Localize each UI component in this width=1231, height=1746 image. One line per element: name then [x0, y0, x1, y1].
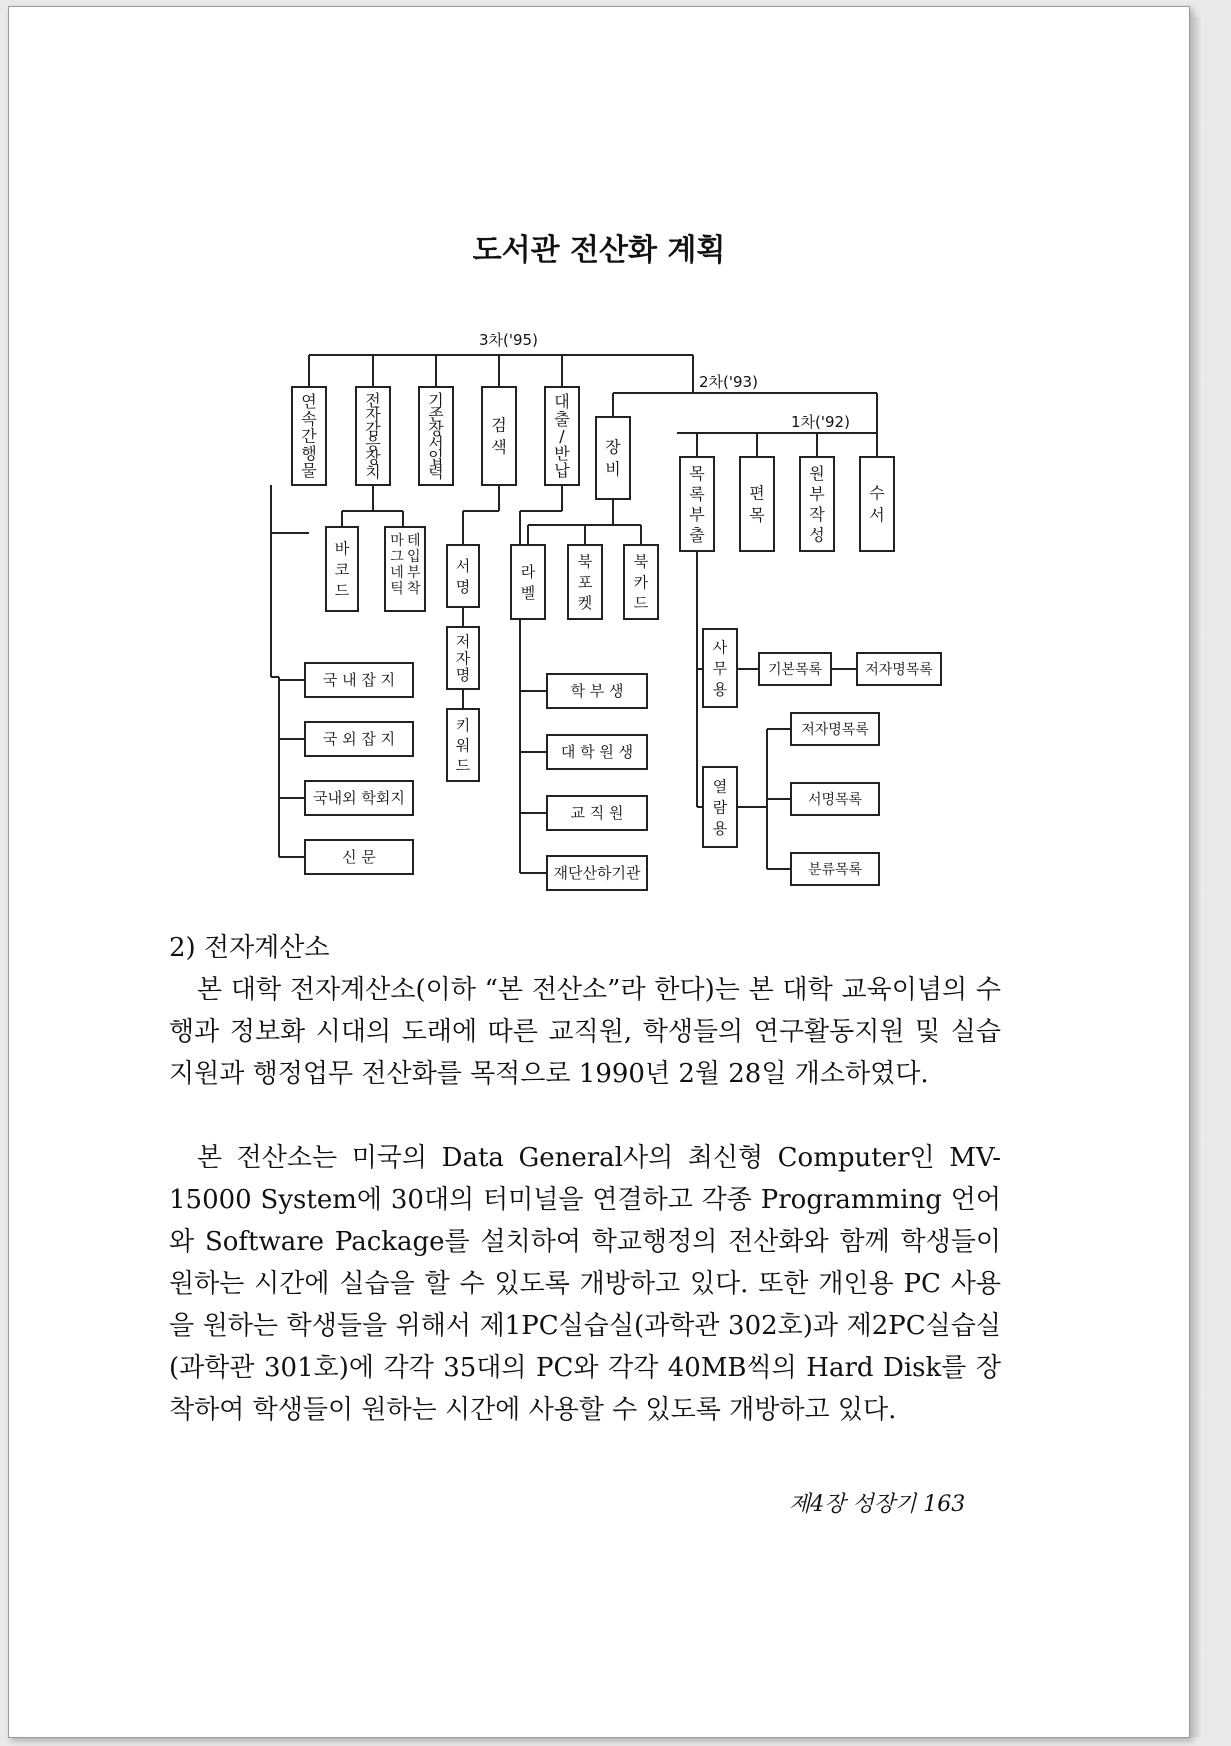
- svg-text:학 부 생: 학 부 생: [570, 682, 624, 700]
- phase3-label: 3차('95): [479, 331, 538, 349]
- classification-catalog-box: [791, 853, 879, 885]
- svg-text:열람용: 열 람 용: [712, 777, 728, 838]
- reading-author-catalog-box: [791, 713, 879, 745]
- svg-text:검색: 검 색: [491, 415, 507, 457]
- document-page: [8, 6, 1190, 1738]
- svg-text:마그네틱테입부착: 마 그 네 틱테 입 부 착: [390, 533, 421, 597]
- affiliated-institutions-box: [547, 856, 647, 890]
- svg-text:국내외 학회지: 국내외 학회지: [313, 789, 405, 807]
- domestic-journals-box: [305, 663, 413, 697]
- equipment-box: [596, 417, 630, 499]
- reading-use-box: [703, 767, 737, 847]
- svg-text:수서: 수 서: [869, 483, 885, 525]
- cataloging-box: [740, 457, 774, 551]
- faculty-staff-box: [547, 796, 647, 830]
- svg-text:북포켓: 북 포 켓: [577, 552, 593, 612]
- svg-text:라벨: 라 벨: [520, 562, 536, 602]
- svg-text:교 직 원: 교 직 원: [570, 804, 624, 822]
- svg-text:사무용: 사 무 용: [712, 638, 728, 699]
- title-search-box: [447, 545, 479, 607]
- svg-text:신 문: 신 문: [342, 848, 376, 866]
- svg-text:저자명목록: 저자명목록: [801, 722, 869, 738]
- title-catalog-box: [791, 783, 879, 815]
- svg-text:전자감응장치: 전 자 감 응 장 치: [365, 390, 381, 482]
- svg-text:편목: 편 목: [749, 483, 765, 525]
- svg-text:키워드: 키 워 드: [455, 716, 471, 775]
- graduate-students-box: [547, 735, 647, 769]
- newspapers-box: [305, 840, 413, 874]
- svg-text:서명: 서 명: [455, 556, 471, 596]
- svg-text:원부작성: 원 부 작 성: [809, 463, 825, 545]
- basic-catalog-box: [759, 653, 831, 685]
- search-box: [482, 387, 516, 485]
- svg-text:저자명목록: 저자명목록: [865, 662, 933, 678]
- svg-text:북카드: 북 카 드: [633, 552, 649, 612]
- svg-text:장비: 장 비: [605, 437, 621, 479]
- academic-journals-box: [305, 781, 413, 815]
- label-box: [511, 545, 545, 619]
- paragraph-1: 본 대학 전자계산소(이하 “본 전산소”라 한다)는 본 대학 교육이념의 수행과 정보화 시대의 도래에 따른 교직원, 학생들의 연구활동지원 및 실습 지원과 행정업무 전산화를 목적으로 1990년 2월 28일 개소하였다.: [169, 975, 1001, 1089]
- loan-return-box: [545, 387, 579, 485]
- svg-text:국 외 잡 지: 국 외 잡 지: [322, 730, 396, 748]
- author-search-box: [447, 627, 479, 689]
- book-pocket-box: [568, 545, 602, 619]
- phase2-label: 2차('93): [699, 373, 758, 391]
- svg-text:기본목록: 기본목록: [767, 662, 823, 678]
- svg-text:목록부출: 목 록 부 출: [689, 463, 705, 545]
- register-creation-box: [800, 457, 834, 551]
- svg-text:재단산하기관: 재단산하기관: [553, 864, 641, 882]
- diagram-title: 도서관 전산화 계획: [472, 233, 726, 268]
- library-computerization-diagram: [9, 297, 1189, 897]
- serial-publications-box: [292, 387, 326, 485]
- svg-text:저자명: 저 자 명: [455, 632, 471, 684]
- svg-text:대출/반납: 대 출 / 반 납: [554, 392, 570, 480]
- magnetic-tape-box: [385, 527, 425, 611]
- paragraph-2: 본 전산소는 미국의 Data General사의 최신형 Computer인 MV-15000 System에 30대의 터미널을 연결하고 각종 Programming 언어와 Software Package를 설치하여 학교행정의 전산화와 함께 학생들이 원하는 시간에 실습을 할 수 있도록 개방하고 있다. 또한 개인용 PC 사용을 원하는 학생들을 위해서 제1PC실습실(과학관 302호)과 제2PC실습실(과학관 301호)에 각각 35대의 PC와 각각 40MB씩의 Hard Disk를 장착하여 학생들이 원하는 시간에 사용할 수 있도록 개방하고 있다.: [169, 1143, 1001, 1425]
- book-card-box: [624, 545, 658, 619]
- svg-text:바코드: 바 코 드: [334, 539, 350, 600]
- foreign-journals-box: [305, 722, 413, 756]
- keyword-search-box: [447, 709, 479, 781]
- acquisition-box: [860, 457, 894, 551]
- svg-text:서명목록: 서명목록: [807, 792, 863, 808]
- svg-text:연속간행물: 연 속 간 행 물: [301, 392, 317, 480]
- svg-text:분류목록: 분류목록: [807, 862, 863, 878]
- phase1-label: 1차('92): [791, 413, 850, 431]
- catalog-output-box: [680, 457, 714, 551]
- existing-collection-input-box: [419, 387, 453, 485]
- undergraduates-box: [547, 674, 647, 708]
- page-footer: 제4장 성장기 163: [789, 1492, 966, 1517]
- electronic-sensor-box: [356, 387, 390, 485]
- section-heading: 2) 전자계산소: [169, 933, 330, 963]
- svg-text:국 내 잡 지: 국 내 잡 지: [322, 671, 396, 689]
- svg-text:기존장서입력: 기 존 장 서 입 력: [428, 390, 444, 482]
- office-use-box: [703, 629, 737, 707]
- office-author-catalog-box: [857, 653, 941, 685]
- barcode-box: [326, 527, 358, 611]
- svg-text:대 학 원 생: 대 학 원 생: [560, 743, 634, 761]
